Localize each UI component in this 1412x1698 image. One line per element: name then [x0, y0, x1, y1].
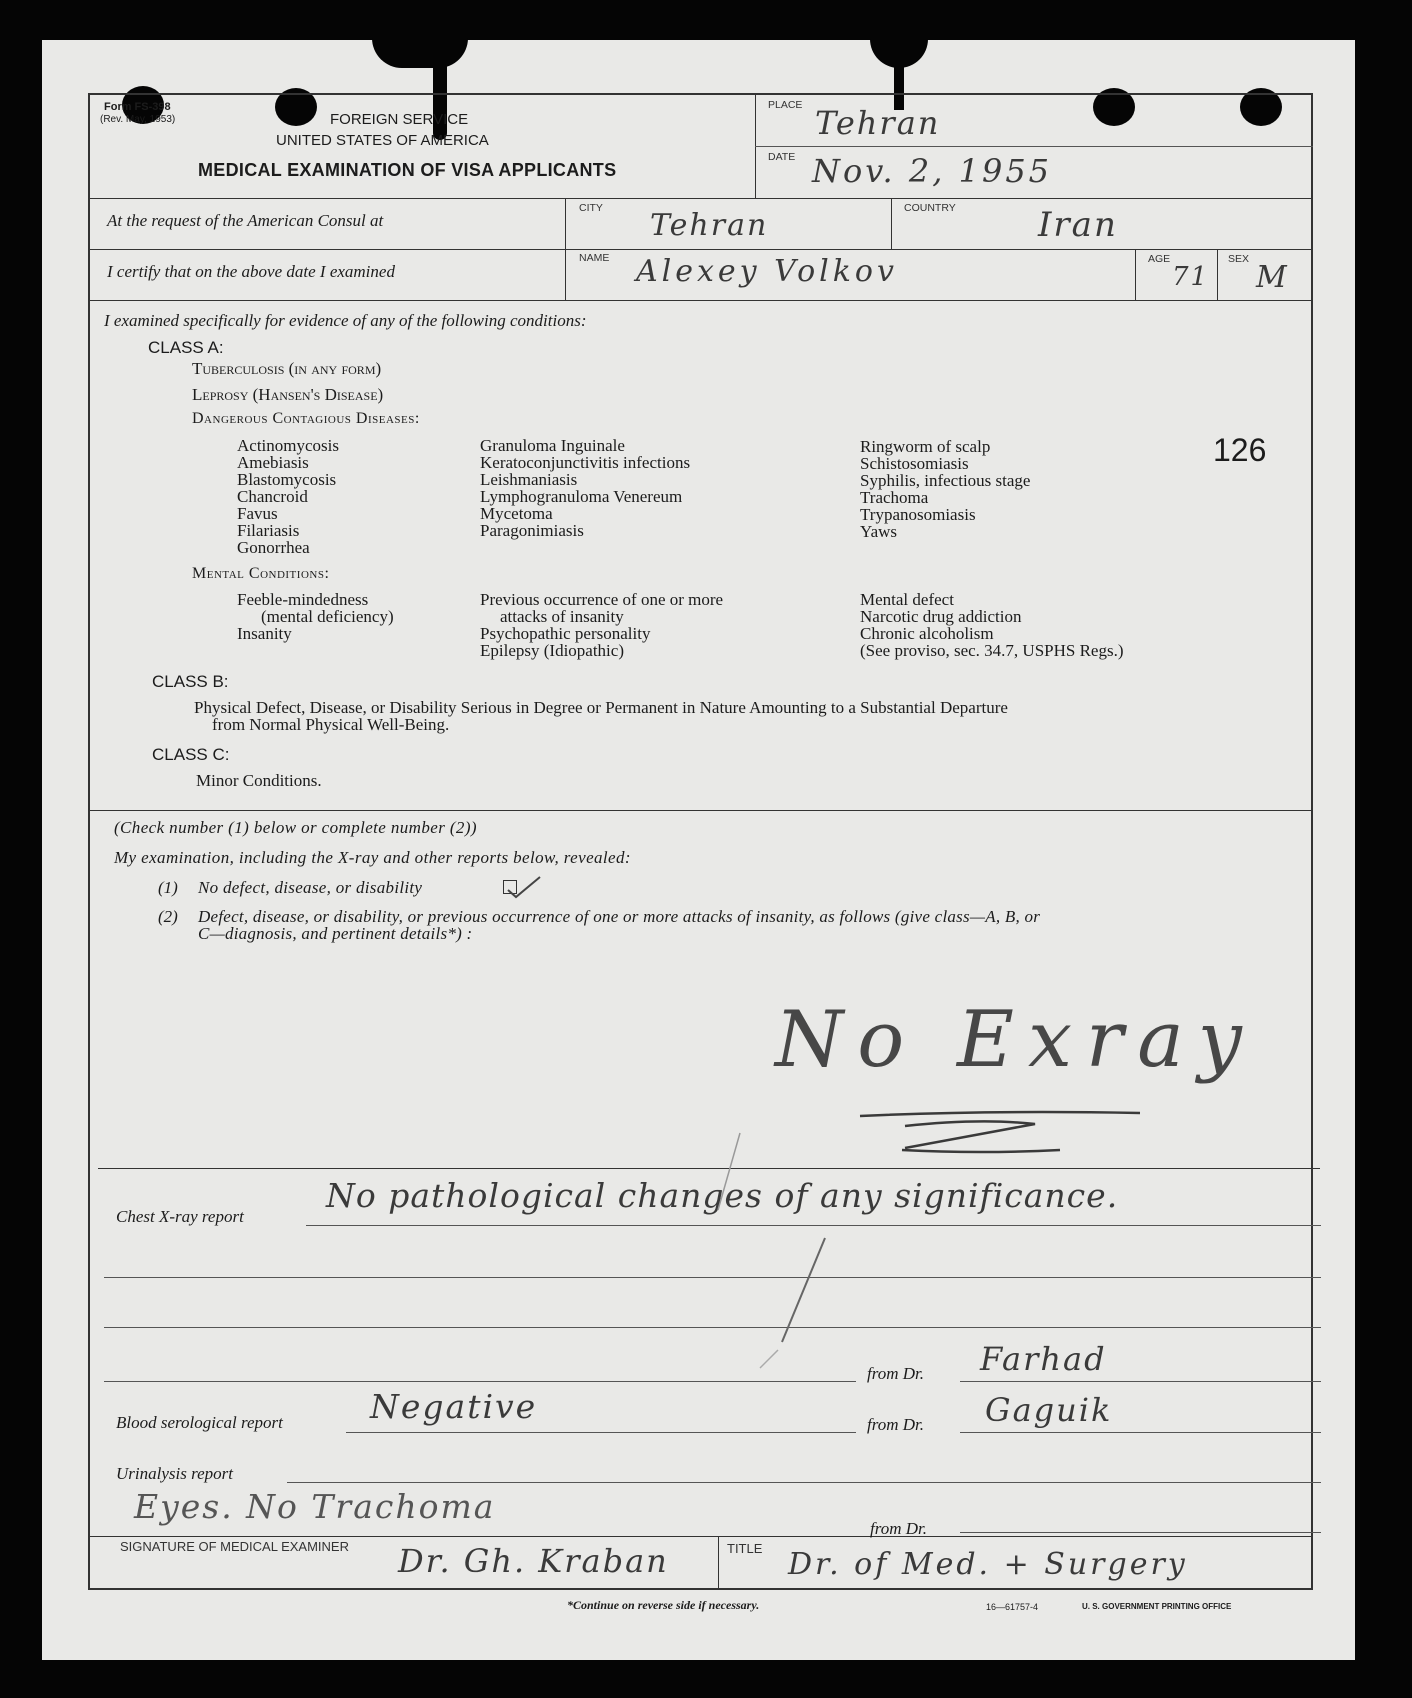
pen-stroke [782, 1238, 825, 1342]
option-1-text: No defect, disease, or disability [198, 878, 423, 897]
condition-item: Amebiasis [237, 453, 309, 472]
condition-item: Trypanosomiasis [860, 505, 976, 524]
mental-heading: Mental Conditions: [192, 565, 330, 582]
condition-item: Yaws [860, 522, 898, 541]
printer-credit: U. S. GOVERNMENT PRINTING OFFICE [1082, 1602, 1232, 1611]
condition-item: Chancroid [237, 487, 308, 506]
certify-text: I certify that on the above date I examined [107, 262, 395, 281]
condition-item: (See proviso, sec. 34.7, USPHS Regs.) [860, 641, 1124, 660]
form-revision: (Rev. May, 1953) [100, 114, 176, 125]
condition-item: Actinomycosis [237, 436, 339, 455]
consul-text: At the request of the American Consul at [107, 211, 384, 230]
form-title: MEDICAL EXAMINATION OF VISA APPLICANTS [198, 160, 617, 180]
country-label: COUNTRY [904, 202, 956, 214]
xray-label: Chest X-ray report [116, 1207, 244, 1226]
condition-item: Psychopathic personality [480, 624, 651, 643]
title-value[interactable]: Dr. of Med. + Surgery [788, 1547, 1188, 1582]
condition-item: Syphilis, infectious stage [860, 471, 1031, 490]
condition-item: Previous occurrence of one or more [480, 590, 724, 609]
date-value[interactable]: Nov. 2, 1955 [812, 152, 1053, 190]
place-label: PLACE [768, 99, 803, 111]
stamp-number: 126 [1213, 432, 1267, 468]
check-instruction: (Check number (1) below or complete number (2)) [114, 818, 477, 837]
condition-item: Epilepsy (Idiopathic) [480, 641, 624, 660]
condition-item: Filariasis [237, 521, 300, 540]
print-code: 16—61757-4 [986, 1602, 1039, 1612]
class-b-heading: CLASS B: [152, 672, 229, 691]
condition-item: (mental deficiency) [261, 607, 394, 626]
option-2-line: Defect, disease, or disability, or previous occurrence of one or more attacks of insanity, as follows (give class—A, B, or [198, 907, 1041, 926]
class-b-line: from Normal Physical Well-Being. [212, 715, 450, 734]
handwritten-note[interactable]: No Exray [775, 995, 1256, 1085]
name-label: NAME [579, 252, 610, 264]
agency-line-1: FOREIGN SERVICE [330, 111, 469, 128]
dangerous-heading: Dangerous Contagious Diseases: [192, 410, 420, 427]
option-1-number: (1) [158, 878, 178, 897]
from-dr-label: from Dr. [867, 1415, 924, 1434]
class-c-heading: CLASS C: [152, 745, 230, 764]
class-a-heading: CLASS A: [148, 338, 224, 357]
age-label: AGE [1148, 253, 1171, 265]
eyes-note[interactable]: Eyes. No Trachoma [134, 1487, 496, 1526]
underline-stroke [902, 1150, 1060, 1152]
condition-item: Narcotic drug addiction [860, 607, 1022, 626]
blood-value[interactable]: Negative [370, 1387, 538, 1426]
sex-value[interactable]: M [1256, 260, 1289, 295]
pen-stroke [718, 1133, 740, 1210]
class-c-text: Minor Conditions. [196, 771, 322, 790]
underline-stroke [905, 1121, 1035, 1148]
age-value[interactable]: 71 [1172, 262, 1210, 292]
agency-line-2: UNITED STATES OF AMERICA [276, 132, 489, 149]
condition-item: Granuloma Inguinale [480, 436, 625, 455]
sex-label: SEX [1228, 253, 1250, 265]
pen-stroke [760, 1350, 778, 1368]
form-number: Form FS-398 [104, 101, 171, 113]
xray-doctor[interactable]: Farhad [980, 1340, 1107, 1378]
condition-item: Mental defect [860, 590, 954, 609]
country-value[interactable]: Iran [1038, 205, 1118, 245]
condition-item: Favus [237, 504, 278, 523]
condition-item: Keratoconjunctivitis infections [480, 453, 691, 472]
place-value[interactable]: Tehran [815, 104, 941, 142]
from-dr-label: from Dr. [870, 1519, 927, 1538]
city-value[interactable]: Tehran [650, 208, 769, 243]
condition-item: Gonorrhea [237, 538, 310, 557]
tuberculosis: Tuberculosis (in any form) [192, 359, 382, 378]
underline-stroke [860, 1112, 1140, 1116]
condition-item: Feeble-mindedness [237, 590, 369, 609]
class-b-line: Physical Defect, Disease, or Disability Serious in Degree or Permanent in Nature Amounting to a Substantial Departure [194, 698, 1008, 717]
blood-label: Blood serological report [116, 1413, 283, 1432]
option-2-number: (2) [158, 907, 178, 926]
blood-doctor[interactable]: Gaguik [985, 1391, 1113, 1429]
conditions-intro: I examined specifically for evidence of any of the following conditions: [104, 311, 587, 330]
signature-label: SIGNATURE OF MEDICAL EXAMINER [120, 1539, 349, 1554]
name-value[interactable]: Alexey Volkov [636, 254, 898, 289]
condition-item: Leishmaniasis [480, 470, 578, 489]
condition-item: Lymphogranuloma Venereum [480, 487, 683, 506]
leprosy: Leprosy (Hansen's Disease) [192, 385, 384, 404]
city-label: CITY [579, 202, 603, 214]
condition-item: Schistosomiasis [860, 454, 969, 473]
date-label: DATE [768, 151, 796, 163]
urinalysis-label: Urinalysis report [116, 1464, 233, 1483]
condition-item: Blastomycosis [237, 470, 337, 489]
xray-value[interactable]: No pathological changes of any significance. [326, 1176, 1119, 1215]
signature-value[interactable]: Dr. Gh. Kraban [398, 1542, 669, 1580]
condition-item: Chronic alcoholism [860, 624, 994, 643]
title-label: TITLE [727, 1541, 763, 1556]
checkmark [508, 877, 540, 897]
from-dr-label: from Dr. [867, 1364, 924, 1383]
condition-item: Insanity [237, 624, 292, 643]
condition-item: Trachoma [860, 488, 929, 507]
continue-note: *Continue on reverse side if necessary. [567, 1598, 760, 1612]
condition-item: attacks of insanity [500, 607, 624, 626]
condition-item: Paragonimiasis [480, 521, 584, 540]
condition-item: Mycetoma [480, 504, 553, 523]
revealed-text: My examination, including the X-ray and other reports below, revealed: [114, 848, 631, 867]
condition-item: Ringworm of scalp [860, 437, 991, 456]
option-2-line: C—diagnosis, and pertinent details*) : [198, 924, 473, 943]
